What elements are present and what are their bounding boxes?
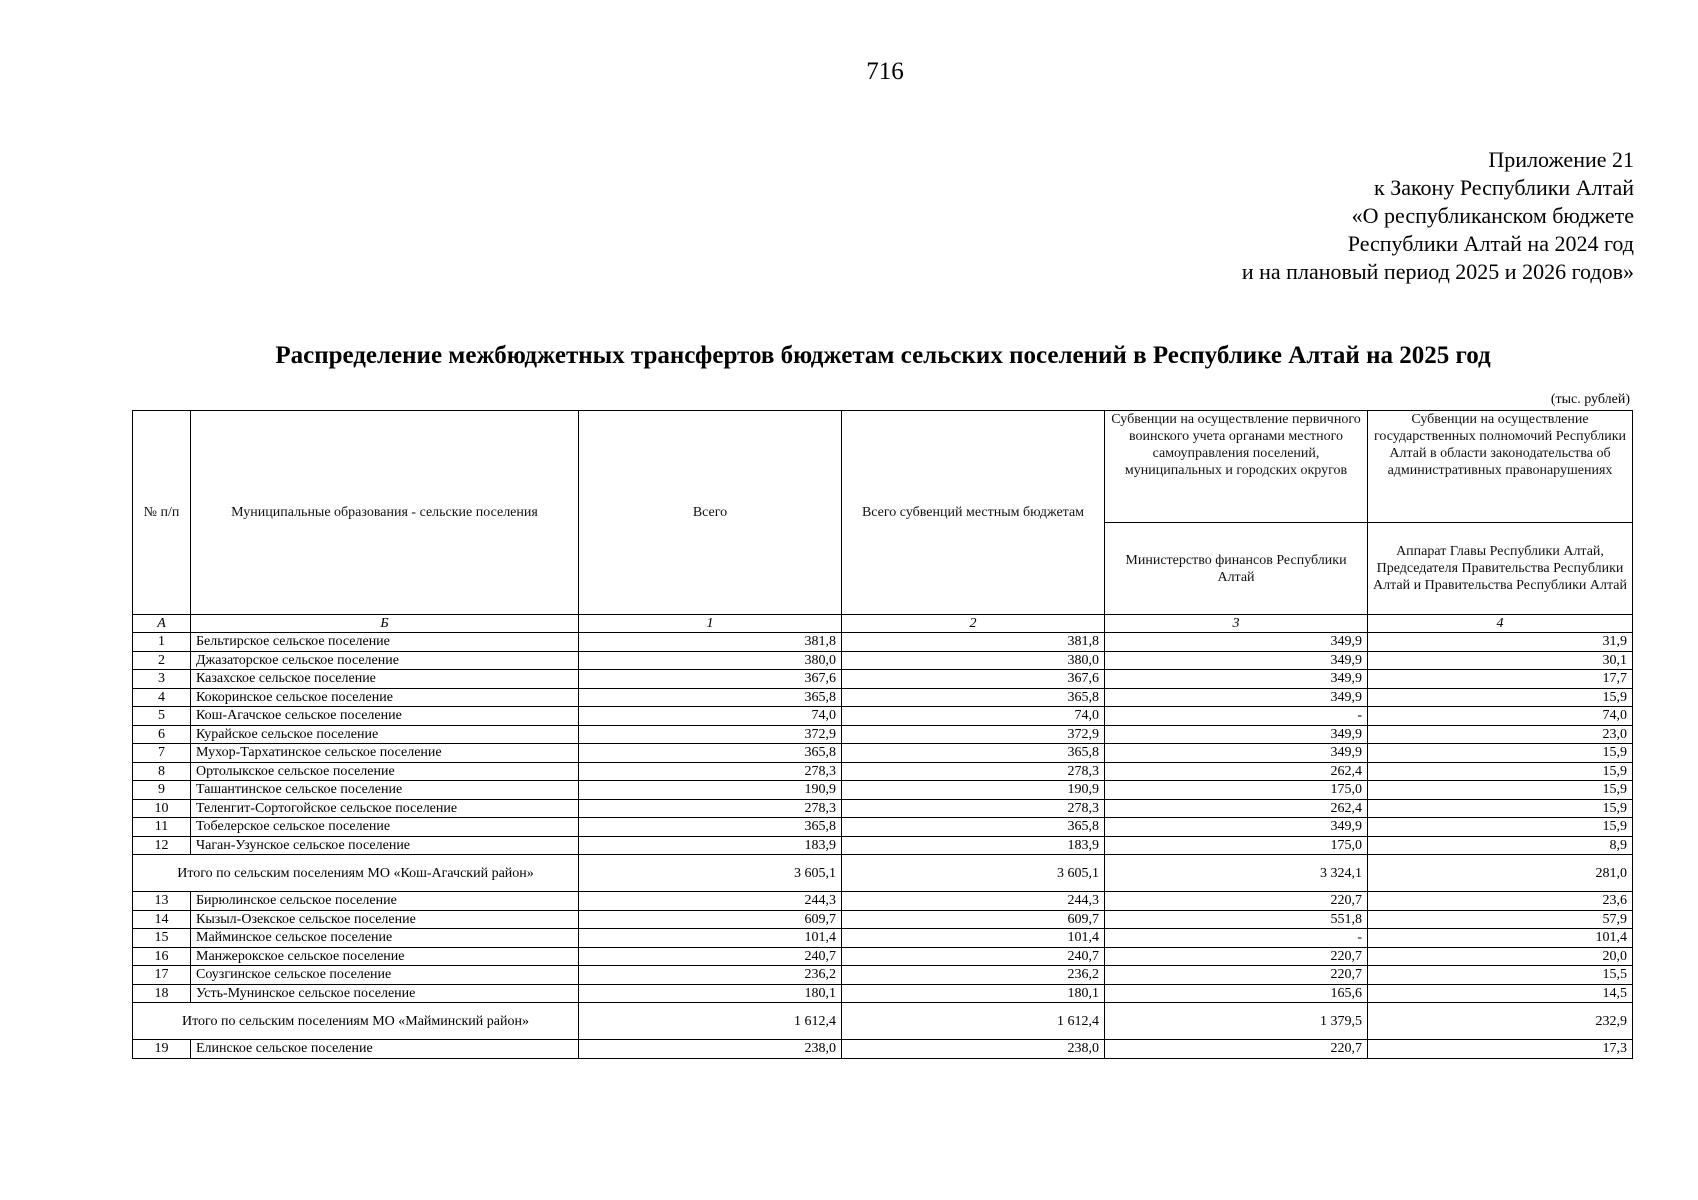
military-registration-value: 220,7 — [1105, 966, 1368, 985]
total-subventions-value: 238,0 — [842, 1040, 1105, 1059]
total-value: 365,8 — [579, 688, 842, 707]
total-subventions-value: 1 612,4 — [842, 1003, 1105, 1040]
military-registration-value: 349,9 — [1105, 688, 1368, 707]
total-value: 183,9 — [579, 836, 842, 855]
table-row — [133, 633, 1633, 652]
total-value: 244,3 — [579, 892, 842, 911]
administrative-offenses-value: 14,5 — [1368, 984, 1633, 1003]
appendix-line: Приложение 21 — [1488, 147, 1634, 172]
settlement-name: Майминское сельское поселение — [191, 929, 579, 948]
row-number: 13 — [133, 892, 191, 911]
total-subventions-value: 183,9 — [842, 836, 1105, 855]
total-value: 367,6 — [579, 670, 842, 689]
row-number: 6 — [133, 725, 191, 744]
total-subventions-value: 365,8 — [842, 818, 1105, 837]
administrative-offenses-value: 15,9 — [1368, 762, 1633, 781]
document-title: Распределение межбюджетных трансфертов бюджетам сельских поселений в Республике Алтай на 2025 год — [275, 342, 1491, 369]
settlement-name: Соузгинское сельское поселение — [191, 966, 579, 985]
settlement-name: Тобелерское сельское поселение — [191, 818, 579, 837]
column-letter: 3 — [1105, 615, 1368, 633]
total-value: 180,1 — [579, 984, 842, 1003]
total-value: 278,3 — [579, 762, 842, 781]
total-subventions-value: 3 605,1 — [842, 855, 1105, 892]
total-subventions-value: 190,9 — [842, 781, 1105, 800]
appendix-line: и на плановый период 2025 и 2026 годов» — [1241, 259, 1634, 284]
column-letter: Б — [191, 615, 579, 633]
column-letter: 1 — [579, 615, 842, 633]
row-number: 3 — [133, 670, 191, 689]
total-subventions-value: 101,4 — [842, 929, 1105, 948]
total-subventions-value: 365,8 — [842, 688, 1105, 707]
administrative-offenses-value: 23,6 — [1368, 892, 1633, 911]
table-row — [133, 651, 1633, 670]
settlement-name: Усть-Мунинское сельское поселение — [191, 984, 579, 1003]
total-subventions-value: 236,2 — [842, 966, 1105, 985]
table-row — [133, 966, 1633, 985]
total-value: 380,0 — [579, 651, 842, 670]
subtotal-row — [133, 1003, 1633, 1040]
column-letters-row — [133, 615, 1633, 633]
administrative-offenses-value: 15,9 — [1368, 744, 1633, 763]
row-number: 11 — [133, 818, 191, 837]
administrative-offenses-value: 74,0 — [1368, 707, 1633, 726]
military-registration-value: 349,9 — [1105, 633, 1368, 652]
row-number: 17 — [133, 966, 191, 985]
military-registration-value: 262,4 — [1105, 762, 1368, 781]
table-row — [133, 984, 1633, 1003]
total-value: 381,8 — [579, 633, 842, 652]
total-value: 238,0 — [579, 1040, 842, 1059]
administrative-offenses-value: 15,9 — [1368, 799, 1633, 818]
military-registration-value: 165,6 — [1105, 984, 1368, 1003]
appendix-line: к Закону Республики Алтай — [1374, 175, 1634, 200]
total-value: 240,7 — [579, 947, 842, 966]
row-number: 16 — [133, 947, 191, 966]
total-value: 1 612,4 — [579, 1003, 842, 1040]
page-number: 716 — [866, 58, 904, 85]
administrative-offenses-value: 15,5 — [1368, 966, 1633, 985]
total-subventions-value: 381,8 — [842, 633, 1105, 652]
administrative-offenses-value: 23,0 — [1368, 725, 1633, 744]
total-subventions-value: 180,1 — [842, 984, 1105, 1003]
row-number: 1 — [133, 633, 191, 652]
row-number: 18 — [133, 984, 191, 1003]
total-subventions-value: 240,7 — [842, 947, 1105, 966]
military-registration-value: 262,4 — [1105, 799, 1368, 818]
subtotal-label: Итого по сельским поселениям МО «Майминский район» — [133, 1003, 579, 1040]
row-number: 2 — [133, 651, 191, 670]
column-letter: 4 — [1368, 615, 1633, 633]
total-subventions-value: 278,3 — [842, 762, 1105, 781]
total-value: 372,9 — [579, 725, 842, 744]
table-row — [133, 688, 1633, 707]
total-value: 365,8 — [579, 744, 842, 763]
row-number: 19 — [133, 1040, 191, 1059]
settlement-name: Чаган-Узунское сельское поселение — [191, 836, 579, 855]
administrative-offenses-value: 30,1 — [1368, 651, 1633, 670]
administrative-offenses-value: 232,9 — [1368, 1003, 1633, 1040]
total-value: 74,0 — [579, 707, 842, 726]
military-registration-value: 175,0 — [1105, 836, 1368, 855]
header-administrative-offenses: Субвенции на осуществление государственных полномочий Республики Алтай в области законодательства об административных правонарушениях — [1368, 411, 1633, 523]
military-registration-value: 220,7 — [1105, 1040, 1368, 1059]
header-military-registration: Субвенции на осуществление первичного воинского учета органами местного самоуправления поселений, муниципальных и городских округов — [1105, 411, 1368, 523]
administrative-offenses-value: 31,9 — [1368, 633, 1633, 652]
administrative-offenses-value: 17,3 — [1368, 1040, 1633, 1059]
administrative-offenses-value: 281,0 — [1368, 855, 1633, 892]
settlement-name: Кош-Агачское сельское поселение — [191, 707, 579, 726]
units-note: (тыс. рублей) — [1550, 392, 1630, 407]
row-number: 14 — [133, 910, 191, 929]
column-letter: 2 — [842, 615, 1105, 633]
administrative-offenses-value: 15,9 — [1368, 818, 1633, 837]
header-total: Всего — [579, 411, 842, 615]
settlement-name: Ташантинское сельское поселение — [191, 781, 579, 800]
military-registration-value: 349,9 — [1105, 651, 1368, 670]
military-registration-value: - — [1105, 929, 1368, 948]
administrative-offenses-value: 101,4 — [1368, 929, 1633, 948]
row-number: 4 — [133, 688, 191, 707]
settlement-name: Теленгит-Сортогойское сельское поселение — [191, 799, 579, 818]
table-row — [133, 892, 1633, 911]
military-registration-value: 1 379,5 — [1105, 1003, 1368, 1040]
row-number: 12 — [133, 836, 191, 855]
header-municipality: Муниципальные образования - сельские поселения — [191, 411, 579, 615]
header-head-apparatus: Аппарат Главы Республики Алтай, Председателя Правительства Республики Алтай и Правительства Республики Алтай — [1368, 523, 1633, 615]
table-row — [133, 947, 1633, 966]
total-subventions-value: 609,7 — [842, 910, 1105, 929]
military-registration-value: 349,9 — [1105, 818, 1368, 837]
military-registration-value: 3 324,1 — [1105, 855, 1368, 892]
military-registration-value: 349,9 — [1105, 744, 1368, 763]
military-registration-value: 220,7 — [1105, 947, 1368, 966]
header-ministry-of-finance: Министерство финансов Республики Алтай — [1105, 523, 1368, 615]
total-subventions-value: 244,3 — [842, 892, 1105, 911]
appendix-line: Республики Алтай на 2024 год — [1347, 231, 1634, 256]
appendix-line: «О республиканском бюджете — [1351, 203, 1634, 228]
military-registration-value: 349,9 — [1105, 670, 1368, 689]
total-subventions-value: 74,0 — [842, 707, 1105, 726]
table-row — [133, 762, 1633, 781]
table-row — [133, 781, 1633, 800]
military-registration-value: 349,9 — [1105, 725, 1368, 744]
military-registration-value: 220,7 — [1105, 892, 1368, 911]
total-subventions-value: 367,6 — [842, 670, 1105, 689]
total-subventions-value: 365,8 — [842, 744, 1105, 763]
settlement-name: Кызыл-Озекское сельское поселение — [191, 910, 579, 929]
row-number: 7 — [133, 744, 191, 763]
total-value: 278,3 — [579, 799, 842, 818]
total-subventions-value: 372,9 — [842, 725, 1105, 744]
total-value: 190,9 — [579, 781, 842, 800]
row-number: 15 — [133, 929, 191, 948]
settlement-name: Казахское сельское поселение — [191, 670, 579, 689]
table-row — [133, 725, 1633, 744]
row-number: 10 — [133, 799, 191, 818]
table-row — [133, 670, 1633, 689]
administrative-offenses-value: 20,0 — [1368, 947, 1633, 966]
table-row — [133, 929, 1633, 948]
total-value: 3 605,1 — [579, 855, 842, 892]
settlement-name: Бельтирское сельское поселение — [191, 633, 579, 652]
total-subventions-value: 380,0 — [842, 651, 1105, 670]
table-row — [133, 836, 1633, 855]
total-value: 101,4 — [579, 929, 842, 948]
header-num: № п/п — [133, 411, 191, 615]
administrative-offenses-value: 15,9 — [1368, 781, 1633, 800]
administrative-offenses-value: 57,9 — [1368, 910, 1633, 929]
table-row — [133, 799, 1633, 818]
total-value: 236,2 — [579, 966, 842, 985]
table-row — [133, 910, 1633, 929]
military-registration-value: - — [1105, 707, 1368, 726]
administrative-offenses-value: 15,9 — [1368, 688, 1633, 707]
column-letter: А — [133, 615, 191, 633]
subtotal-label: Итого по сельским поселениям МО «Кош-Агачский район» — [133, 855, 579, 892]
row-number: 9 — [133, 781, 191, 800]
administrative-offenses-value: 8,9 — [1368, 836, 1633, 855]
row-number: 8 — [133, 762, 191, 781]
row-number: 5 — [133, 707, 191, 726]
transfers-table — [132, 410, 1633, 1059]
settlement-name: Курайское сельское поселение — [191, 725, 579, 744]
total-subventions-value: 278,3 — [842, 799, 1105, 818]
military-registration-value: 551,8 — [1105, 910, 1368, 929]
settlement-name: Джазаторское сельское поселение — [191, 651, 579, 670]
settlement-name: Кокоринское сельское поселение — [191, 688, 579, 707]
table-row — [133, 818, 1633, 837]
administrative-offenses-value: 17,7 — [1368, 670, 1633, 689]
table-row — [133, 744, 1633, 763]
settlement-name: Бирюлинское сельское поселение — [191, 892, 579, 911]
total-value: 609,7 — [579, 910, 842, 929]
settlement-name: Ортолыкское сельское поселение — [191, 762, 579, 781]
appendix-reference — [1242, 146, 1634, 286]
settlement-name: Манжерокское сельское поселение — [191, 947, 579, 966]
subtotal-row — [133, 855, 1633, 892]
total-value: 365,8 — [579, 818, 842, 837]
table-row — [133, 1040, 1633, 1059]
settlement-name: Елинское сельское поселение — [191, 1040, 579, 1059]
military-registration-value: 175,0 — [1105, 781, 1368, 800]
header-total-subventions: Всего субвенций местным бюджетам — [842, 411, 1105, 615]
table-row — [133, 707, 1633, 726]
settlement-name: Мухор-Тархатинское сельское поселение — [191, 744, 579, 763]
